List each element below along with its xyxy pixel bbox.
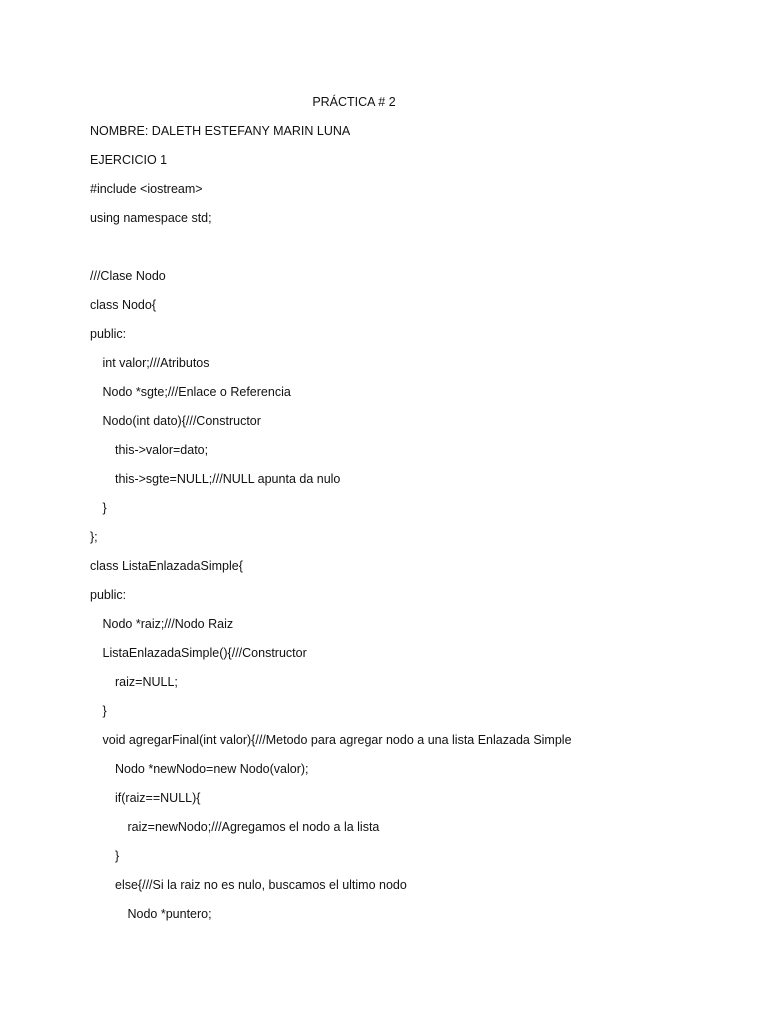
text-line: this->sgte=NULL;///NULL apunta da nulo bbox=[115, 472, 341, 486]
text-line: ListaEnlazadaSimple(){///Constructor bbox=[102, 646, 307, 660]
text-line: Nodo *puntero; bbox=[127, 907, 212, 921]
text-line: raiz=NULL; bbox=[115, 675, 178, 689]
text-line: class Nodo{ bbox=[90, 298, 157, 312]
document-body bbox=[90, 123, 730, 935]
text-line: if(raiz==NULL){ bbox=[115, 791, 201, 805]
text-line: }; bbox=[90, 530, 98, 544]
text-line: ///Clase Nodo bbox=[90, 269, 166, 283]
text-line: int valor;///Atributos bbox=[102, 356, 210, 370]
text-line: Nodo *raiz;///Nodo Raiz bbox=[102, 617, 234, 631]
text-line: public: bbox=[90, 588, 127, 602]
text-line: else{///Si la raiz no es nulo, buscamos el ultimo nodo bbox=[115, 878, 407, 892]
text-line: Nodo(int dato){///Constructor bbox=[102, 414, 261, 428]
text-line: EJERCICIO 1 bbox=[90, 153, 168, 167]
text-line: #include <iostream> bbox=[90, 182, 203, 196]
text-line: class ListaEnlazadaSimple{ bbox=[90, 559, 243, 573]
text-line: Nodo *sgte;///Enlace o Referencia bbox=[102, 385, 291, 399]
text-line: } bbox=[115, 849, 120, 863]
text-line: NOMBRE: DALETH ESTEFANY MARIN LUNA bbox=[90, 124, 351, 138]
text-line: } bbox=[102, 704, 107, 718]
text-line: Nodo *newNodo=new Nodo(valor); bbox=[115, 762, 309, 776]
text-line: using namespace std; bbox=[90, 211, 212, 225]
text-line: void agregarFinal(int valor){///Metodo para agregar nodo a una lista Enlazada Simple bbox=[102, 733, 572, 747]
document-title: PRÁCTICA # 2 bbox=[312, 95, 396, 109]
blank-line bbox=[90, 239, 730, 268]
text-line: } bbox=[102, 501, 107, 515]
text-line: this->valor=dato; bbox=[115, 443, 209, 457]
text-line: public: bbox=[90, 327, 127, 341]
text-line: raiz=newNodo;///Agregamos el nodo a la lista bbox=[127, 820, 380, 834]
